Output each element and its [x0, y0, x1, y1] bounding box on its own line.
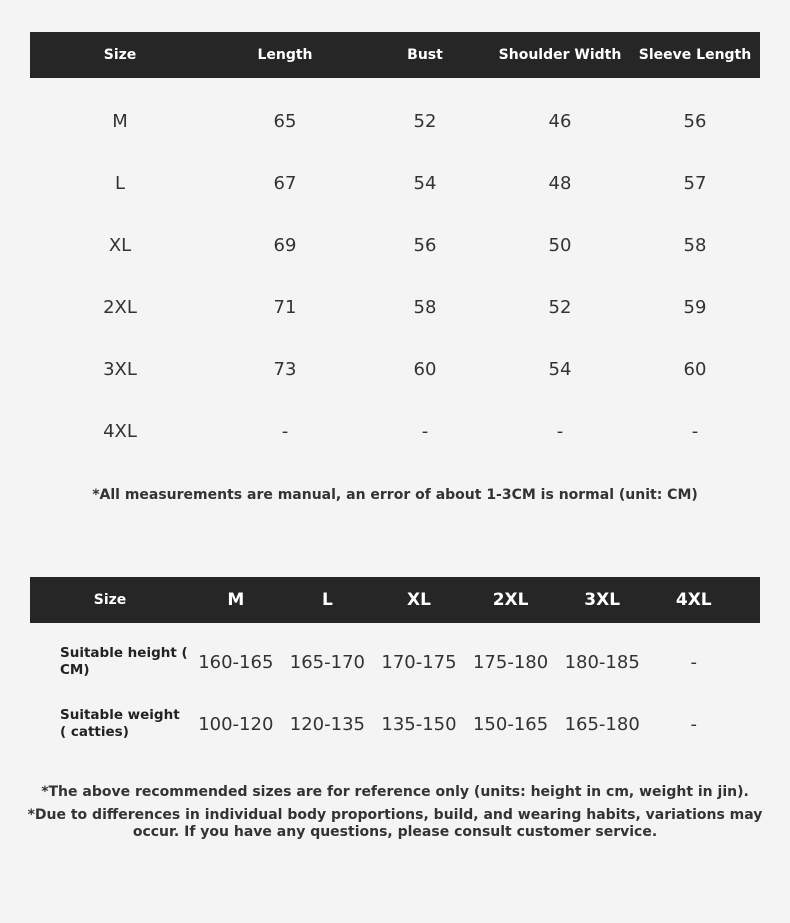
measurement-table: [30, 32, 760, 462]
table-row: [30, 338, 760, 400]
table-row: [30, 631, 760, 693]
row-label: Suitable height ( CM): [60, 645, 188, 678]
table-cell: 54: [413, 172, 437, 194]
table-cell: 135-150: [381, 713, 457, 735]
table-cell: 3XL: [103, 358, 137, 380]
table-cell: 4XL: [103, 420, 137, 442]
table-cell: 60: [413, 358, 437, 380]
table-cell: M: [112, 110, 128, 132]
measurement-table-header: [30, 32, 760, 78]
table-cell: 73: [273, 358, 297, 380]
header-cell: L: [321, 590, 333, 610]
table-cell: 57: [683, 172, 707, 194]
header-cell: 3XL: [584, 590, 621, 610]
recommendation-table-header: [30, 577, 760, 623]
table-cell: 69: [273, 234, 297, 256]
recommendation-table-body: [30, 623, 760, 755]
table-cell: 50: [548, 234, 572, 256]
table-cell: 46: [548, 110, 572, 132]
table-cell: 52: [413, 110, 437, 132]
table-cell: 48: [548, 172, 572, 194]
table-row: [30, 152, 760, 214]
table-row: [30, 214, 760, 276]
recommendation-table: [30, 577, 760, 755]
header-cell: 4XL: [675, 590, 712, 610]
table-cell: 58: [413, 296, 437, 318]
table-cell: 59: [683, 296, 707, 318]
header-cell: Size: [93, 592, 127, 608]
table-cell: 65: [273, 110, 297, 132]
table-cell: 170-175: [381, 651, 457, 673]
header-cell: Shoulder Width: [498, 47, 622, 63]
header-cell: Bust: [407, 47, 443, 63]
table-cell: L: [114, 172, 126, 194]
table-cell: XL: [108, 234, 132, 256]
header-cell: Length: [257, 47, 313, 63]
header-cell: Sleeve Length: [638, 47, 752, 63]
table-cell: 58: [683, 234, 707, 256]
reference-note: *The above recommended sizes are for reference only (units: height in cm, weight in jin).: [41, 784, 749, 800]
header-cell: 2XL: [492, 590, 529, 610]
header-cell: M: [227, 590, 245, 610]
table-cell: -: [421, 420, 429, 442]
table-cell: 175-180: [472, 651, 549, 673]
table-cell: 56: [413, 234, 437, 256]
measurement-table-body: [30, 78, 760, 462]
table-row: [30, 400, 760, 462]
table-cell: 54: [548, 358, 572, 380]
table-cell: -: [556, 420, 564, 442]
table-cell: 56: [683, 110, 707, 132]
table-cell: 165-180: [564, 713, 640, 735]
header-cell: XL: [407, 590, 431, 610]
table-cell: -: [281, 420, 289, 442]
recommendation-notes: [10, 784, 780, 847]
table-cell: 150-165: [472, 713, 549, 735]
table-cell: 180-185: [564, 651, 640, 673]
variation-note: *Due to differences in individual body proportions, build, and wearing habits, variations may occur. If you have any questions, please consult customer service.: [27, 807, 763, 840]
header-cell: Size: [103, 47, 137, 63]
table-cell: 52: [548, 296, 572, 318]
table-cell: 100-120: [198, 713, 274, 735]
table-cell: 60: [683, 358, 707, 380]
row-label: Suitable weight ( catties): [60, 707, 180, 740]
table-cell: 120-135: [289, 713, 365, 735]
table-cell: -: [691, 420, 699, 442]
table-row: [30, 276, 760, 338]
measurement-note: *All measurements are manual, an error of about 1-3CM is normal (unit: CM): [92, 487, 698, 503]
table-cell: 160-165: [198, 651, 274, 673]
table-cell: 165-170: [289, 651, 365, 673]
table-cell: 2XL: [103, 296, 137, 318]
table-cell: 67: [273, 172, 297, 194]
table-row: [30, 90, 760, 152]
table-cell: -: [690, 651, 698, 673]
table-cell: -: [690, 713, 698, 735]
table-row: [30, 693, 760, 755]
table-cell: 71: [273, 296, 297, 318]
